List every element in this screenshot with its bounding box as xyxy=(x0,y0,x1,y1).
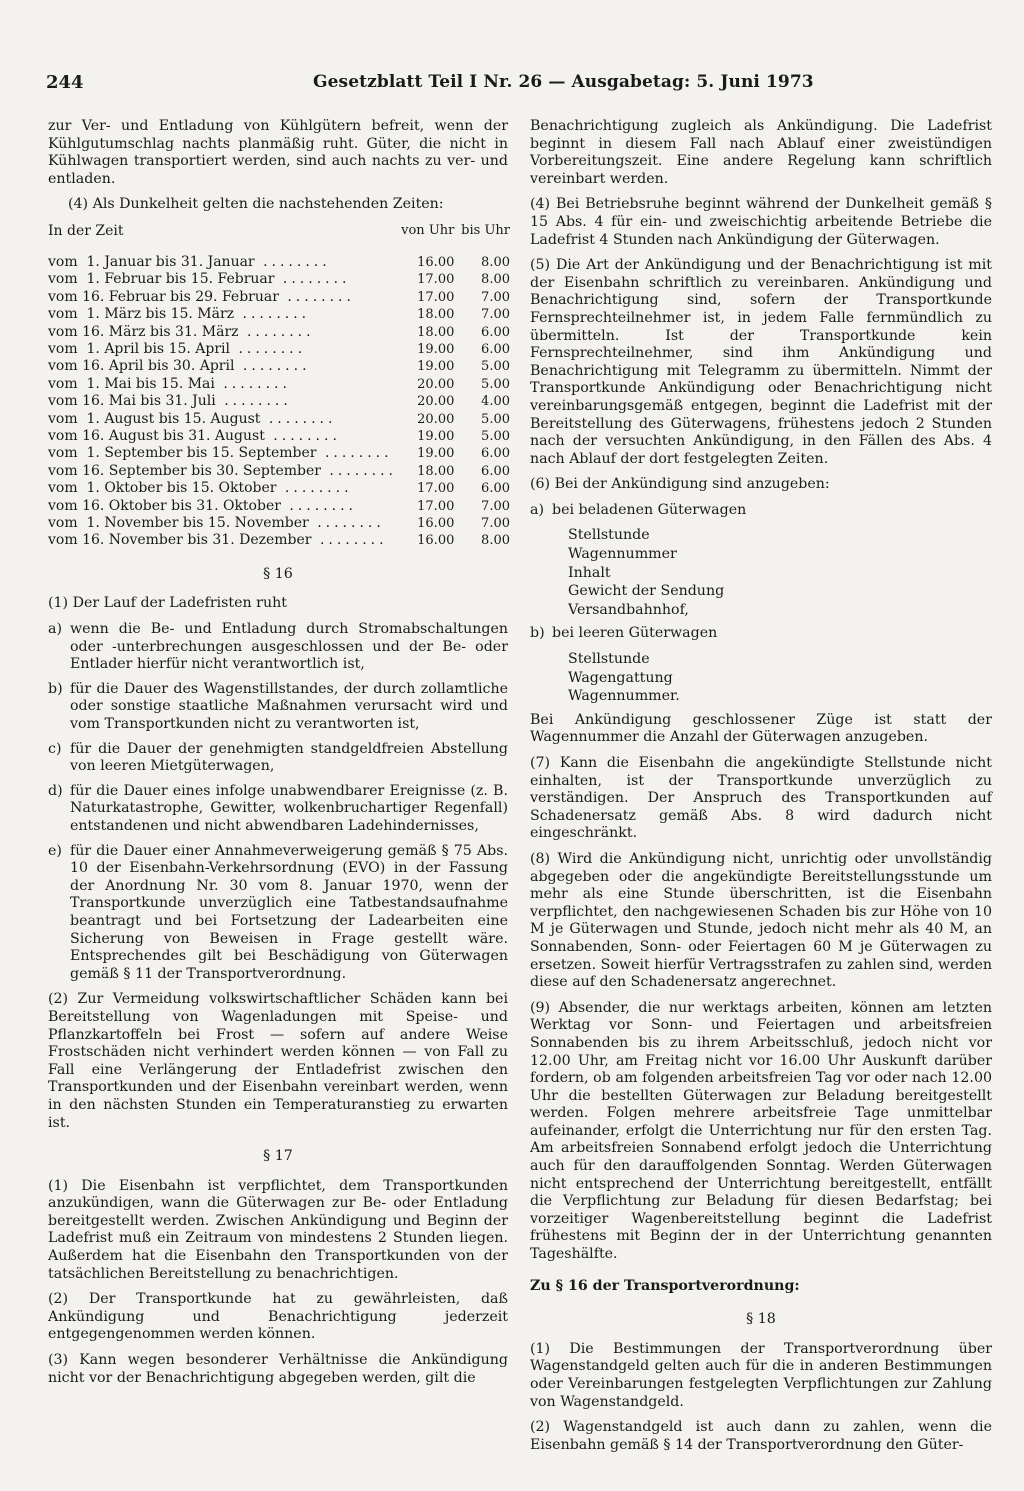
list-item: Stellstunde xyxy=(568,527,650,544)
row-period xyxy=(48,498,397,515)
leader-dots: ........ xyxy=(280,497,357,514)
section-16-heading: § 16 xyxy=(263,565,293,582)
s16-paragraph-1: (1) Der Lauf der Ladefristen ruht xyxy=(48,595,287,612)
table-row xyxy=(48,376,510,393)
leader-dots: ........ xyxy=(276,480,353,497)
list-a xyxy=(530,502,992,520)
list-a-title: bei beladenen Güterwagen xyxy=(552,501,747,518)
row-bis: 8.00 xyxy=(481,254,510,270)
paragraph-darkness-intro: (4) Als Dunkelheit gelten die nachstehenden Zeiten: xyxy=(68,196,444,213)
s17-paragraph-1: (1) Die Eisenbahn ist verpflichtet, dem Transportkunden anzukündigen, wann die Güterwagen zur Be- oder Entladung bereitgestellt werden. Zwischen Ankündigung und Beginn der Ladefrist muß ein Zeitraum von mindestens 2 Stunden liegen. Außerdem hat die Eisenbahn den Transportkunden von der tatsächlichen Bereitstellung zu benachrichtigen. xyxy=(48,1177,508,1282)
list-a-label: a) xyxy=(530,501,544,518)
row-period xyxy=(48,428,397,445)
row-period-text: vom 16. Februar bis 29. Februar xyxy=(48,288,279,305)
list-item-text: für die Dauer des Wagenstillstandes, der durch zollamtliche oder sonstige staatliche Maßnahmen verursacht wird und vom Transportkunden nicht zu verantworten ist, xyxy=(70,680,508,733)
row-period xyxy=(48,532,397,549)
row-bis: 6.00 xyxy=(481,324,510,340)
list-item: Gewicht der Sendung xyxy=(568,583,725,600)
list-item xyxy=(48,741,508,776)
row-bis: 5.00 xyxy=(481,411,510,427)
section-18-heading: § 18 xyxy=(746,1311,776,1328)
row-bis: 6.00 xyxy=(481,342,510,357)
leader-dots: ........ xyxy=(234,306,311,323)
row-von: 19.00 xyxy=(417,342,455,357)
s18-paragraph-1: (1) Die Bestimmungen der Transportverordnung über Wagenstandgeld gelten auch für die in anderen Bestimmungen oder Vereinbarungen festgelegten Verpflichtungen zur Zahlung von Wagenstandgeld. xyxy=(530,1340,992,1410)
leader-dots: ........ xyxy=(234,358,311,375)
row-period xyxy=(48,324,397,341)
list-b xyxy=(530,625,992,643)
zu-16-heading: Zu § 16 der Transportverordnung: xyxy=(530,1277,800,1294)
row-period xyxy=(48,411,397,428)
list-item: Versandbahnhof, xyxy=(568,601,689,618)
row-period-text: vom 16. Mai bis 31. Juli xyxy=(48,393,216,410)
table-row xyxy=(48,254,510,271)
row-period-text: vom 16. November bis 31. Dezember xyxy=(48,532,312,549)
s17-paragraph-3: (3) Kann wegen besonderer Verhältnisse die Ankündigung nicht vor der Benachrichtigung abgegeben werden, gilt die xyxy=(48,1352,508,1386)
row-bis: 5.00 xyxy=(481,359,510,375)
row-period xyxy=(48,306,397,323)
darkness-times-table xyxy=(48,222,510,550)
s16-list xyxy=(48,621,508,983)
row-period xyxy=(48,376,397,393)
table-row xyxy=(48,445,510,462)
table-header-von: von Uhr xyxy=(401,222,455,238)
row-von: 18.00 xyxy=(417,463,455,479)
row-bis: 6.00 xyxy=(481,481,510,497)
leader-dots: ........ xyxy=(316,445,393,462)
list-item: Wagennummer xyxy=(568,546,677,563)
table-row xyxy=(48,480,510,497)
table-row xyxy=(48,306,510,323)
row-period xyxy=(48,515,397,532)
row-bis: 5.00 xyxy=(481,376,510,392)
list-item: Wagengattung xyxy=(568,669,673,686)
table-body xyxy=(48,254,510,550)
s18-paragraph-2: (2) Wagenstandgeld ist auch dann zu zahlen, wenn die Eisenbahn gemäß § 14 der Transportverordnung den Güter- xyxy=(530,1419,992,1453)
row-bis: 6.00 xyxy=(481,446,510,462)
leader-dots: ........ xyxy=(320,462,398,479)
list-item-label: e) xyxy=(48,842,62,859)
list-item: Wagennummer. xyxy=(568,688,680,705)
row-bis: 5.00 xyxy=(481,429,510,445)
page-header xyxy=(46,72,978,98)
row-period-text: vom 16. März bis 31. März xyxy=(48,323,239,340)
s17-paragraph-2: (2) Der Transportkunde hat zu gewährleisten, daß Ankündigung und Benachrichtigung jederzeit entgegengenommen werden können. xyxy=(48,1291,508,1343)
row-von: 18.00 xyxy=(417,324,455,340)
row-period xyxy=(48,341,397,358)
row-period-text: vom 1. Januar bis 31. Januar xyxy=(48,253,255,270)
leader-dots: ........ xyxy=(254,253,331,270)
row-von: 17.00 xyxy=(417,498,455,514)
list-item-text: für die Dauer eines infolge unabwendbarer Ereignisse (z. B. Naturkatastrophe, Gewitter, wolkenbruchartiger Regenfall) entstandenen und nicht abwendbaren Ladehindernisses, xyxy=(70,782,508,834)
leader-dots: ........ xyxy=(260,410,337,427)
paragraph-6-note: Bei Ankündigung geschlossener Züge ist statt der Wagennummer die Anzahl der Güterwagen anzugeben. xyxy=(530,711,992,746)
row-bis: 8.00 xyxy=(481,272,510,288)
paragraph-8: (8) Wird die Ankündigung nicht, unrichtig oder unvollständig abgegeben oder die angekündigte Bereitstellungsstunde um mehr als eine Stunde überschritten, ist die Eisenbahn verpflichtet, den nachgewiesenen Schaden bis zur Höhe von 10 M je Güterwagen und Stunde, jedoch nicht mehr als 40 M, an Sonnabenden, Sonn- oder Feiertagen 60 M je Güterwagen zu ersetzen. Soweit hierfür Vertragsstrafen zu zahlen sind, werden diese auf den Schadenersatz angerechnet. xyxy=(530,850,992,991)
row-von: 19.00 xyxy=(417,359,455,375)
list-item xyxy=(48,621,508,674)
paragraph-9: (9) Absender, die nur werktags arbeiten, können am letzten Werktag vor Sonn- und Feiertagen und arbeitsfreien Sonnabenden bis zu ihrem Arbeitsschluß, jedoch nicht vor 12.00 Uhr, am Freitag nicht vor 16.00 Uhr Auskunft darüber fordern, ob am folgenden arbeitsfreien Tag vor oder nach 12.00 Uhr die bestellten Güterwagen zur Beladung bereitgestellt werden. Folgen mehrere arbeitsfreie Tage unmittelbar aufeinander, erfolgt die Unterrichtung nur für den ersten Tag. Am arbeitsfreien Sonnabend erfolgt jedoch die Unterrichtung auch für den darauffolgenden Sonntag. Werden Güterwagen nicht entsprechend der Unterrichtung bereitgestellt, entfällt die Verpflichtung zur Beladung für diesen Bedarfstag; bei vorzeitiger Wagenbereitstellung beginnt die Ladefrist frühestens mit Beginn der in der Unterrichtung genannten Tageshälfte. xyxy=(530,999,992,1263)
paragraph-continued: Benachrichtigung zugleich als Ankündigung. Die Ladefrist beginnt in diesem Fall nach Ablauf einer zweistündigen Vorbereitungszeit. Eine andere Regelung kann schriftlich vereinbart werden. xyxy=(530,118,992,187)
table-row xyxy=(48,515,510,532)
row-bis: 7.00 xyxy=(481,307,510,323)
leader-dots: ........ xyxy=(264,428,341,445)
row-von: 16.00 xyxy=(417,533,455,549)
paragraph-intro: zur Ver- und Entladung von Kühlgütern befreit, wenn der Kühlgutumschlag nachts planmäßig ruht. Güter, die nicht in Kühlwagen transportiert werden, sind auch nachts zu ver- und entladen. xyxy=(48,118,508,187)
row-bis: 4.00 xyxy=(481,394,510,410)
row-bis: 8.00 xyxy=(481,533,510,549)
table-row xyxy=(48,463,510,480)
row-bis: 7.00 xyxy=(481,498,510,514)
table-row xyxy=(48,271,510,288)
row-bis: 7.00 xyxy=(481,289,510,305)
row-period-text: vom 1. September bis 15. September xyxy=(48,445,317,462)
list-item-label: c) xyxy=(48,740,62,757)
list-item xyxy=(48,681,508,734)
list-item xyxy=(48,843,508,984)
list-item-text: für die Dauer der genehmigten standgeldfreien Abstellung von leeren Mietgüterwagen, xyxy=(70,740,508,775)
row-period-text: vom 1. April bis 15. April xyxy=(48,341,230,357)
row-von: 17.00 xyxy=(417,272,455,288)
list-item-label: a) xyxy=(48,621,62,638)
row-period xyxy=(48,393,397,410)
table-header-bis: bis Uhr xyxy=(461,222,510,238)
right-column xyxy=(530,118,992,1462)
paragraph-6: (6) Bei der Ankündigung sind anzugeben: xyxy=(530,476,830,493)
gazette-title: Gesetzblatt Teil I Nr. 26 — Ausgabetag: 5. Juni 1973 xyxy=(313,72,814,92)
row-period xyxy=(48,254,397,271)
list-item-label: b) xyxy=(48,680,63,697)
paragraph-5: (5) Die Art der Ankündigung und der Benachrichtigung ist mit der Eisenbahn schriftlich zu vereinbaren. Ankündigung und Benachrichtigung sind, sofern der Transportkunde Fernsprechteilnehmer ist, in jedem Falle fernmündlich zu übermitteln. Ist der Transportkunde kein Fernsprechteilnehmer, sind ihm Ankündigung und Benachrichtigung mit Telegramm zu übermitteln. Nimmt der Transportkunde Ankündigung oder Benachrichtigung nicht vereinbarungsgemäß entgegen, beginnt die Ladefrist mit der Bereitstellung des Güterwagens, frühestens jedoch 2 Stunden nach der versuchten Ankündigung, in den Fällen des Abs. 4 nach Ablauf der dort festgelegten Zeiten. xyxy=(530,257,992,467)
table-row xyxy=(48,289,510,306)
row-period-text: vom 16. September bis 30. September xyxy=(48,462,321,479)
page-number: 244 xyxy=(46,72,84,93)
row-period xyxy=(48,463,397,480)
row-period-text: vom 1. August bis 15. August xyxy=(48,410,261,427)
leader-dots: ........ xyxy=(274,271,351,288)
leader-dots: ........ xyxy=(308,515,385,532)
row-period-text: vom 1. Februar bis 15. Februar xyxy=(48,271,275,288)
row-period-text: vom 1. November bis 15. November xyxy=(48,515,309,532)
list-a-items xyxy=(568,526,992,619)
paragraph-7: (7) Kann die Eisenbahn die angekündigte Stellstunde nicht einhalten, ist der Transportkunde unverzüglich zu verständigen. Der Anspruch des Transportkunden auf Schadenersatz gemäß Abs. 8 wird dadurch nicht eingeschränkt. xyxy=(530,755,992,842)
row-von: 17.00 xyxy=(417,289,455,305)
list-item-label: d) xyxy=(48,782,63,799)
row-von: 18.00 xyxy=(417,307,455,323)
list-b-label: b) xyxy=(530,625,545,642)
list-item: Inhalt xyxy=(568,564,611,581)
paragraph-4: (4) Bei Betriebsruhe beginnt während der Dunkelheit gemäß § 15 Abs. 4 für ein- und zweischichtig arbeitende Betriebe die Ladefrist 4 Stunden nach Ankündigung der Güterwagen. xyxy=(530,196,992,248)
table-row xyxy=(48,532,510,549)
list-b-title: bei leeren Güterwagen xyxy=(552,625,718,642)
row-von: 20.00 xyxy=(417,411,455,427)
row-von: 19.00 xyxy=(417,429,455,445)
row-bis: 6.00 xyxy=(481,463,510,479)
row-period xyxy=(48,289,397,306)
leader-dots: ........ xyxy=(230,341,307,357)
list-item: Stellstunde xyxy=(568,651,650,668)
row-von: 20.00 xyxy=(417,394,455,410)
list-item xyxy=(48,783,508,836)
row-bis: 7.00 xyxy=(481,516,510,532)
table-row xyxy=(48,393,510,410)
list-b-items xyxy=(568,650,992,706)
row-period-text: vom 1. März bis 15. März xyxy=(48,306,235,323)
list-item-text: wenn die Be- und Entladung durch Stromabschaltungen oder -unterbrechungen ausgeschlossen und der Be- oder Entlader hierfür nicht verantwortlich ist, xyxy=(70,621,508,673)
row-period xyxy=(48,445,397,462)
row-period-text: vom 16. Oktober bis 31. Oktober xyxy=(48,497,281,514)
row-period-text: vom 1. Oktober bis 15. Oktober xyxy=(48,480,277,497)
table-row xyxy=(48,411,510,428)
row-von: 20.00 xyxy=(417,376,455,392)
row-von: 16.00 xyxy=(417,516,455,532)
table-row xyxy=(48,358,510,375)
table-row xyxy=(48,341,510,358)
leader-dots: ........ xyxy=(311,532,388,549)
list-item-text: für die Dauer einer Annahmeverweigerung gemäß § 75 Abs. 10 der Eisenbahn-Verkehrsordnung (EVO) in der Fassung der Anordnung Nr. 30 vom 8. Januar 1970, wenn der Transportkunde unverzüglich eine Tatbestandsaufnahme beantragt und bei Fortsetzung der Ladearbeiten eine Sicherung von Beweisen in Frage gestellt wäre. Entsprechendes gilt bei Beschädigung von Güterwagen gemäß § 11 der Transportverordnung. xyxy=(70,842,508,982)
table-row xyxy=(48,324,510,341)
row-von: 17.00 xyxy=(417,481,455,497)
row-von: 19.00 xyxy=(417,446,455,462)
leader-dots: ........ xyxy=(238,323,315,340)
s16-paragraph-2: (2) Zur Vermeidung volkswirtschaftlicher Schäden kann bei Bereitstellung von Wagenladungen mit Speise- und Pflanzkartoffeln bei Frost — sofern auf andere Weise Frostschäden nicht verhindert werden können — von Fall zu Fall eine Verlängerung der Entladefrist zwischen den Transportkunden und der Eisenbahn vereinbart werden, wenn in den nächsten Stunden ein Temperaturanstieg zu erwarten ist. xyxy=(48,991,508,1131)
leader-dots: ........ xyxy=(215,393,292,410)
row-period-text: vom 16. April bis 30. April xyxy=(48,358,235,375)
row-von: 16.00 xyxy=(417,254,455,270)
table-row xyxy=(48,498,510,515)
row-period-text: vom 16. August bis 31. August xyxy=(48,428,265,445)
table-row xyxy=(48,428,510,445)
row-period xyxy=(48,480,397,497)
table-header-period: In der Zeit xyxy=(48,222,124,239)
row-period xyxy=(48,358,397,375)
table-header-row xyxy=(48,222,510,240)
row-period xyxy=(48,271,397,288)
leader-dots: ........ xyxy=(278,288,355,305)
row-period-text: vom 1. Mai bis 15. Mai xyxy=(48,375,215,392)
section-17-heading: § 17 xyxy=(263,1148,293,1165)
left-column xyxy=(48,118,508,1395)
leader-dots: ........ xyxy=(214,375,291,392)
